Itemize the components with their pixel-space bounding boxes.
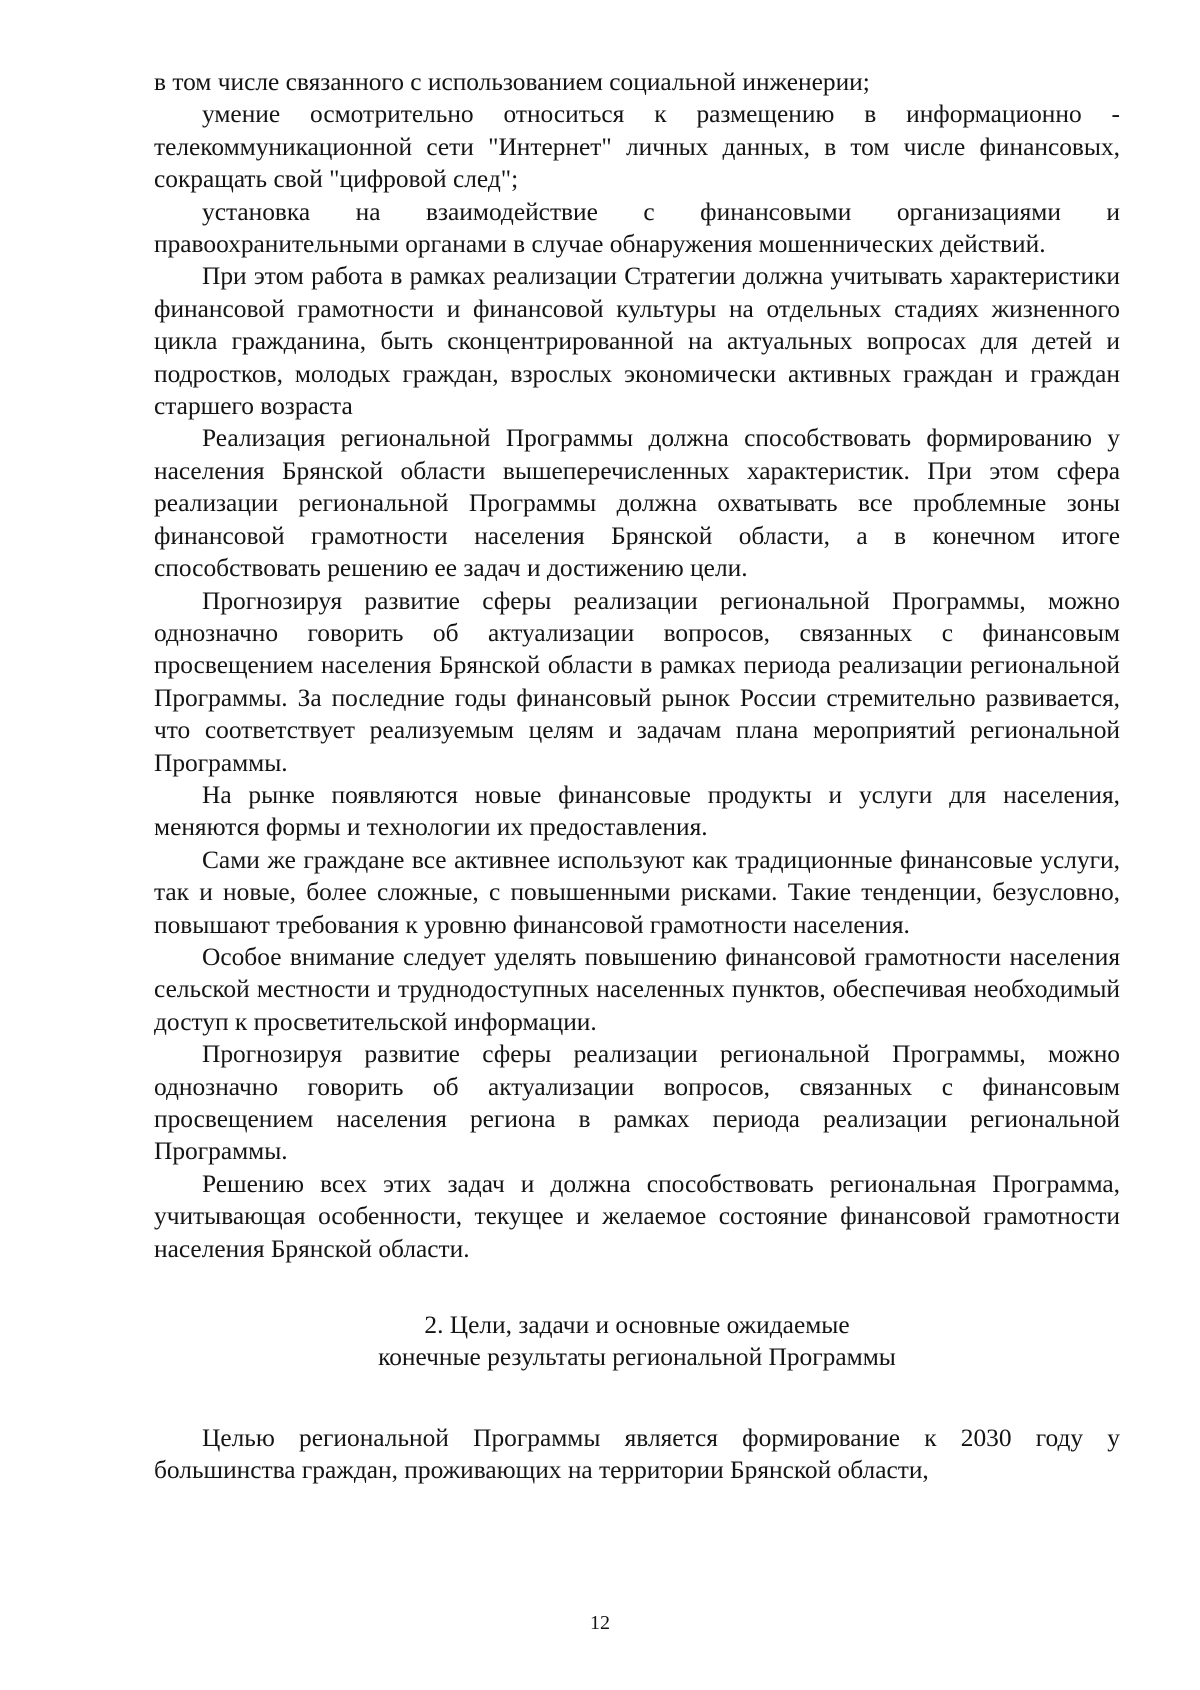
document-body (154, 66, 1120, 1487)
paragraph: Решению всех этих задач и должна способствовать региональная Программа, учитывающая особенности, текущее и желаемое состояние финансовой грамотности населения Брянской области. (154, 1169, 1120, 1263)
section-heading (154, 1309, 1120, 1374)
paragraph: умение осмотрительно относиться к размещению в информационно - телекоммуникационной сети "Интернет" личных данных, в том числе финансовых, сокращать свой "цифровой след"; (154, 100, 1120, 194)
page-number: 12 (590, 1612, 610, 1634)
paragraph: установка на взаимодействие с финансовыми организациями и правоохранительными органами в случае обнаружения мошеннических действий. (154, 197, 1120, 259)
paragraph: Сами же граждане все активнее используют как традиционные финансовые услуги, так и новые, более сложные, с повышенными рисками. Такие тенденции, безусловно, повышают требования к уровню финансовой грамотности населения. (154, 845, 1120, 939)
paragraph: На рынке появляются новые финансовые продукты и услуги для населения, меняются формы и технологии их предоставления. (154, 780, 1120, 842)
paragraph: При этом работа в рамках реализации Стратегии должна учитывать характеристики финансовой грамотности и финансовой культуры на отдельных стадиях жизненного цикла гражданина, быть сконцентрированной на актуальных вопросах для детей и подростков, молодых граждан, взрослых экономически активных граждан и граждан старшего возраста (154, 262, 1120, 421)
section-heading-line-2: конечные результаты региональной Программы (378, 1343, 896, 1372)
paragraph: Прогнозируя развитие сферы реализации региональной Программы, можно однозначно говорить об актуализации вопросов, связанных с финансовым просвещением населения Брянской области в рамках периода реализации региональной Программы. За последние годы финансовый рынок России стремительно развивается, что соответствует реализуемым целям и задачам плана мероприятий региональной Программы. (154, 586, 1120, 777)
paragraph: в том числе связанного с использованием социальной инженерии; (154, 68, 870, 96)
paragraph: Прогнозируя развитие сферы реализации региональной Программы, можно однозначно говорить об актуализации вопросов, связанных с финансовым просвещением населения региона в рамках периода реализации региональной Программы. (154, 1040, 1120, 1166)
paragraph: Целью региональной Программы является формирование к 2030 году у большинства граждан, проживающих на территории Брянской области, (154, 1423, 1120, 1485)
paragraph: Реализация региональной Программы должна способствовать формированию у населения Брянской области вышеперечисленных характеристик. При этом сфера реализации региональной Программы должна охватывать все проблемные зоны финансовой грамотности населения Брянской области, а в конечном итоге способствовать решению ее задач и достижению цели. (154, 424, 1120, 583)
paragraph: Особое внимание следует уделять повышению финансовой грамотности населения сельской местности и труднодоступных населенных пунктов, обеспечивая необходимый доступ к просветительской информации. (154, 942, 1120, 1036)
section-heading-line-1: 2. Цели, задачи и основные ожидаемые (424, 1311, 850, 1340)
